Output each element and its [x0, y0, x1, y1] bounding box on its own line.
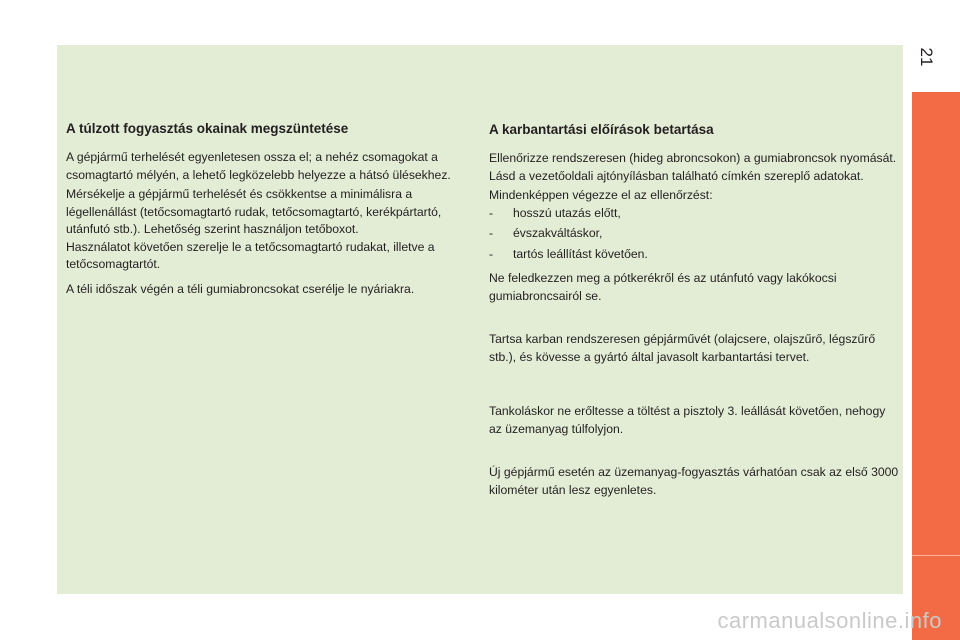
right-paragraph-4: Tartsa karban rendszeresen gépjárművét (olajcsere, olajszűrő, légszűrő stb.), és kövesse a gyártó által javasolt karbantartási tervet. [489, 332, 876, 364]
list-item: - évszakváltáskor, [489, 225, 899, 243]
right-paragraph-3: Ne feledkezzen meg a pótkerékről és az utánfutó vagy lakókocsi gumiabroncsairól se. [489, 271, 837, 303]
left-paragraph-3: Használatot követően szerelje le a tetőcsomagtartó rudakat, illetve a tetőcsomagtartót. [66, 239, 435, 271]
right-paragraph-6: Új gépjármű esetén az üzemanyag-fogyasztás várhatóan csak az első 3000 kilométer után lesz egyenletes. [489, 465, 899, 497]
left-heading: A túlzott fogyasztás okainak megszüntetése [66, 121, 349, 136]
watermark: carmanualsonline.info [717, 608, 942, 633]
list-item: - hosszú utazás előtt, [489, 205, 899, 223]
check-list [489, 205, 899, 264]
right-column [489, 121, 899, 499]
page-number: 21 [917, 47, 936, 67]
left-paragraph-2: Mérsékelje a gépjármű terhelését és csökkentse a minimálisra a légellenállást (tetőcsomagtartó rudak, tetőcsomagtartó, kerékpártartó, utánfutó stb.). Lehetőség szerint használjon tetőboxot. [66, 187, 442, 236]
left-paragraph-4: A téli időszak végén a téli gumiabroncsokat cserélje le nyáriakra. [66, 281, 415, 296]
right-heading: A karbantartási előírások betartása [489, 122, 714, 137]
right-paragraph-1: Ellenőrizze rendszeresen (hideg abroncsokon) a gumiabroncsok nyomását. Lásd a vezetőoldali ajtónyílásban található címkén szereplő adatokat. [489, 151, 897, 183]
chapter-side-tab [912, 92, 960, 640]
right-paragraph-2: Mindenképpen végezze el az ellenőrzést: [489, 188, 713, 202]
right-paragraph-5: Tankoláskor ne erőltesse a töltést a pisztoly 3. leállását követően, nehogy az üzemanyag túlfolyjon. [489, 404, 886, 436]
left-paragraph-1: A gépjármű terhelését egyenletesen ossza el; a nehéz csomagokat a csomagtartó mélyén, a lehető legközelebb helyezze a hátsó ülésekhez. [66, 150, 451, 182]
side-tab-divider [912, 555, 960, 556]
list-item: - tartós leállítást követően. [489, 246, 899, 264]
left-column [66, 120, 476, 298]
